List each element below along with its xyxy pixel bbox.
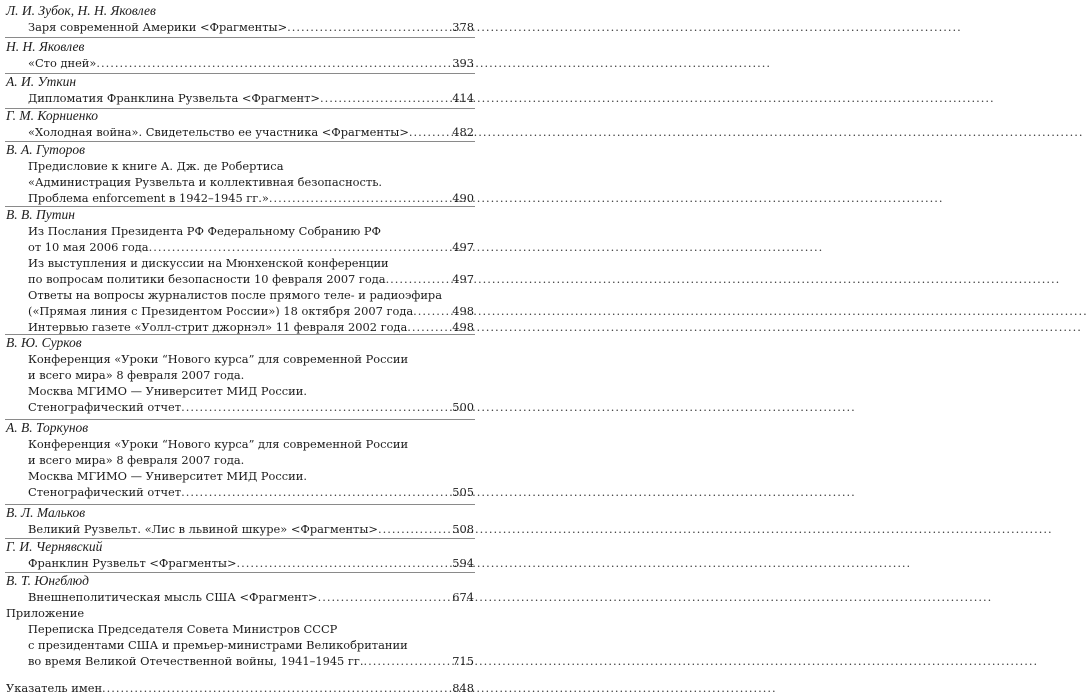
toc-entry-line[interactable] <box>28 255 474 271</box>
toc-entry[interactable] <box>28 521 474 537</box>
entry-title: Москва МГИМО — Университет МИД России. <box>28 469 307 483</box>
page-number: 674 <box>452 590 474 604</box>
section-divider <box>5 206 475 207</box>
entry-title: Проблема enforcement в 1942–1945 гг.» <box>28 191 269 205</box>
toc-entry-line[interactable] <box>28 367 474 383</box>
entry-title: Переписка Председателя Совета Министров СССР <box>28 622 338 636</box>
page-number: 393 <box>452 56 474 70</box>
page-number: 498 <box>452 320 474 334</box>
author-name: Г. М. Корниенко <box>6 108 99 123</box>
entry-title: Предисловие к книге А. Дж. де Робертиса <box>28 159 284 173</box>
dot-leader <box>181 484 451 500</box>
entry-title: «Администрация Рузвельта и коллективная безопасность. <box>28 175 383 189</box>
entry-title: Внешнеполитическая мысль США <Фрагмент> <box>28 590 318 604</box>
toc-entry-line[interactable] <box>28 452 474 468</box>
toc-entry[interactable] <box>28 90 474 106</box>
toc-entry[interactable] <box>28 555 474 571</box>
entry-title: Москва МГИМО — Университет МИД России. <box>28 384 307 398</box>
entry-title: Заря современной Америки <Фрагменты> <box>28 20 288 34</box>
entry-title: «Холодная война». Свидетельство ее участника <Фрагменты> <box>28 125 409 139</box>
entry-title: Конференция «Уроки “Нового курса” для современной России <box>28 437 409 451</box>
dot-leader <box>318 589 452 605</box>
toc-entry[interactable] <box>28 239 474 255</box>
toc-entry[interactable] <box>28 303 474 319</box>
page-number: 490 <box>452 191 474 205</box>
entry-title: во время Великой Отечественной войны, 1941–1945 гг. <box>28 654 364 668</box>
toc-entry[interactable] <box>28 653 474 669</box>
entry-title: Великий Рузвельт. «Лис в львиной шкуре» <Фрагменты> <box>28 522 378 536</box>
dot-leader <box>378 521 451 537</box>
dot-leader <box>237 555 452 571</box>
page-number: 378 <box>452 20 474 34</box>
author-name: А. В. Торкунов <box>6 420 89 435</box>
toc-entry-line[interactable] <box>28 223 474 239</box>
page-number: 497 <box>452 272 474 286</box>
dot-leader <box>96 55 451 71</box>
toc-entry-line[interactable] <box>28 468 474 484</box>
entry-title: Интервью газете «Уолл-стрит джорнэл» 11 февраля 2002 года <box>28 320 408 334</box>
dot-leader <box>181 399 451 415</box>
toc-entry-line[interactable] <box>28 351 474 367</box>
dot-leader <box>149 239 452 255</box>
toc-entry-line[interactable] <box>28 158 474 174</box>
page-number: 500 <box>452 400 474 414</box>
toc-entry[interactable] <box>28 190 474 206</box>
page-number: 498 <box>452 304 474 318</box>
toc-entry[interactable] <box>28 399 474 415</box>
entry-title: «Сто дней» <box>28 56 97 70</box>
toc-entry[interactable] <box>28 484 474 500</box>
dot-leader <box>407 319 451 335</box>
page-number: 594 <box>452 556 474 570</box>
entry-title: от 10 мая 2006 года <box>28 240 149 254</box>
author-name: В. Л. Мальков <box>6 505 86 520</box>
page-number: 508 <box>452 522 474 536</box>
author-name: Н. Н. Яковлев <box>6 39 85 54</box>
entry-title: Из Послания Президента РФ Федеральному Собранию РФ <box>28 224 381 238</box>
page-number: 505 <box>452 485 474 499</box>
page-number: 414 <box>452 91 474 105</box>
author-name: В. В. Путин <box>6 207 75 222</box>
toc-entry[interactable] <box>28 589 474 605</box>
toc-entry-line[interactable] <box>28 436 474 452</box>
dot-leader <box>102 680 451 696</box>
entry-title: и всего мира» 8 февраля 2007 года. <box>28 453 245 467</box>
dot-leader <box>363 653 451 669</box>
entry-title: Ответы на вопросы журналистов после прямого теле- и радиоэфира <box>28 288 442 302</box>
page-number: 482 <box>452 125 474 139</box>
toc-entry[interactable] <box>28 271 474 287</box>
entry-title: Указатель имен <box>6 681 103 695</box>
dot-leader <box>409 124 451 140</box>
author-name: В. А. Гуторов <box>6 142 85 157</box>
entry-title: («Прямая линия с Президентом России») 18 октября 2007 года <box>28 304 414 318</box>
author-name: А. И. Уткин <box>6 74 77 89</box>
entry-title: Дипломатия Франклина Рузвельта <Фрагмент> <box>28 91 320 105</box>
entry-title: Стенографический отчет <box>28 400 182 414</box>
toc-entry-line[interactable] <box>28 621 474 637</box>
dot-leader <box>287 19 451 35</box>
author-name: Г. И. Чернявский <box>6 539 103 554</box>
author-name: В. Ю. Сурков <box>6 335 82 350</box>
toc-entry-line[interactable] <box>28 174 474 190</box>
toc-entry-line[interactable] <box>28 637 474 653</box>
page-number: 497 <box>452 240 474 254</box>
author-name: В. Т. Юнгблюд <box>6 573 89 588</box>
entry-title: Стенографический отчет <box>28 485 182 499</box>
toc-entry[interactable] <box>28 55 474 71</box>
entry-title: Франклин Рузвельт <Фрагменты> <box>28 556 237 570</box>
toc-entry[interactable] <box>28 19 474 35</box>
toc-entry[interactable] <box>28 124 474 140</box>
toc-entry[interactable] <box>28 319 474 335</box>
entry-title: по вопросам политики безопасности 10 февраля 2007 года <box>28 272 386 286</box>
dot-leader <box>269 190 451 206</box>
page-number: 848 <box>452 681 474 695</box>
page-number: 715 <box>452 654 474 668</box>
dot-leader <box>413 303 451 319</box>
dot-leader <box>320 90 451 106</box>
entry-title: Из выступления и дискуссии на Мюнхенской конференции <box>28 256 389 270</box>
index-entry[interactable] <box>6 680 474 696</box>
toc-entry-line[interactable] <box>28 383 474 399</box>
appendix-heading: Приложение <box>6 606 85 620</box>
entry-title: и всего мира» 8 февраля 2007 года. <box>28 368 245 382</box>
toc-entry-line[interactable] <box>28 287 474 303</box>
entry-title: с президентами США и премьер-министрами Великобритании <box>28 638 408 652</box>
table-of-contents-page <box>0 0 478 700</box>
author-name: Л. И. Зубок, Н. Н. Яковлев <box>6 3 156 18</box>
entry-title: Конференция «Уроки “Нового курса” для современной России <box>28 352 409 366</box>
dot-leader <box>386 271 452 287</box>
